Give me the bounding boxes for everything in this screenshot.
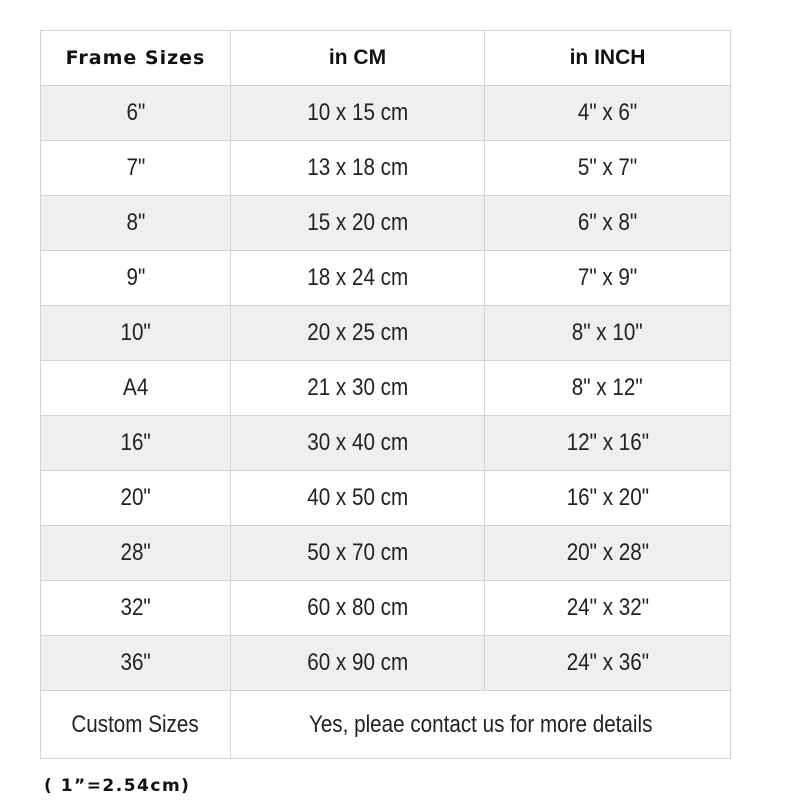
frame-size-cell-text: 32": [120, 594, 151, 621]
inch-size-cell: [485, 416, 731, 471]
inch-size-cell-text: 8" x 10": [572, 319, 643, 346]
table-row: [41, 526, 731, 581]
table-row: [41, 471, 731, 526]
table-row: [41, 416, 731, 471]
custom-sizes-row: [41, 691, 731, 759]
frame-size-cell-text: A4: [122, 374, 149, 401]
frame-size-cell: [41, 86, 231, 141]
custom-sizes-note-text: Yes, pleae contact us for more details: [308, 710, 653, 738]
cm-size-cell-text: 40 x 50 cm: [307, 484, 408, 511]
cm-size-cell: [231, 361, 485, 416]
table-row: [41, 141, 731, 196]
cm-size-cell-text: 13 x 18 cm: [307, 154, 408, 181]
cm-size-cell: [231, 306, 485, 361]
frame-size-cell: [41, 416, 231, 471]
cm-size-cell-text: 30 x 40 cm: [307, 429, 408, 456]
cm-size-cell-text: 15 x 20 cm: [307, 209, 408, 236]
cm-size-cell: [231, 196, 485, 251]
column-header-frame-sizes: Frame Sizes: [41, 31, 231, 86]
frame-size-cell: [41, 251, 231, 306]
inch-size-cell-text: 24" x 36": [566, 649, 649, 676]
inch-size-cell: [485, 306, 731, 361]
inch-size-cell: [485, 636, 731, 691]
frame-size-cell-text: 28": [120, 539, 151, 566]
inch-size-cell-text: 24" x 32": [566, 594, 649, 621]
cm-size-cell: [231, 581, 485, 636]
frame-size-cell: [41, 581, 231, 636]
table-row: [41, 86, 731, 141]
cm-size-cell-text: 50 x 70 cm: [307, 539, 408, 566]
frame-size-cell-text: 36": [120, 649, 151, 676]
inch-size-cell-text: 20" x 28": [566, 539, 649, 566]
table-header-row: [41, 31, 731, 86]
frame-size-cell: [41, 141, 231, 196]
frame-size-cell: [41, 636, 231, 691]
inch-size-cell-text: 16" x 20": [566, 484, 649, 511]
cm-size-cell: [231, 416, 485, 471]
cm-size-cell-text: 10 x 15 cm: [307, 99, 408, 126]
custom-sizes-label: [41, 691, 231, 759]
column-header-in-cm: in CM: [231, 31, 485, 86]
frame-size-table: [40, 30, 731, 759]
frame-size-cell-text: 7": [126, 154, 145, 181]
cm-size-cell-text: 21 x 30 cm: [307, 374, 408, 401]
frame-size-cell: [41, 526, 231, 581]
inch-size-cell-text: 7" x 9": [577, 264, 638, 291]
cm-size-cell: [231, 86, 485, 141]
inch-size-cell-text: 12" x 16": [566, 429, 649, 456]
inch-size-cell-text: 8" x 12": [572, 374, 643, 401]
table-row: [41, 581, 731, 636]
frame-size-cell-text: 10": [120, 319, 151, 346]
cm-size-cell-text: 60 x 80 cm: [307, 594, 408, 621]
cm-size-cell: [231, 471, 485, 526]
frame-size-cell-text: 16": [120, 429, 151, 456]
inch-size-cell: [485, 361, 731, 416]
frame-size-cell: [41, 361, 231, 416]
table-row: [41, 361, 731, 416]
inch-size-cell: [485, 251, 731, 306]
cm-size-cell-text: 18 x 24 cm: [307, 264, 408, 291]
inch-size-cell: [485, 86, 731, 141]
cm-size-cell: [231, 141, 485, 196]
inch-size-cell-text: 4" x 6": [577, 99, 638, 126]
inch-size-cell: [485, 526, 731, 581]
column-header-in-inch: in INCH: [485, 31, 731, 86]
cm-size-cell: [231, 526, 485, 581]
table-body: [41, 86, 731, 759]
inch-size-cell: [485, 141, 731, 196]
custom-sizes-note: [231, 691, 731, 759]
frame-size-cell-text: 8": [126, 209, 145, 236]
frame-size-cell: [41, 196, 231, 251]
frame-size-cell-text: 20": [120, 484, 151, 511]
inch-size-cell: [485, 196, 731, 251]
inch-size-cell: [485, 471, 731, 526]
table-row: [41, 251, 731, 306]
frame-size-cell-text: 9": [126, 264, 145, 291]
frame-size-cell: [41, 306, 231, 361]
table-row: [41, 636, 731, 691]
table-row: [41, 306, 731, 361]
cm-size-cell-text: 20 x 25 cm: [307, 319, 408, 346]
frame-size-cell: [41, 471, 231, 526]
cm-size-cell-text: 60 x 90 cm: [307, 649, 408, 676]
inch-size-cell-text: 6" x 8": [577, 209, 638, 236]
conversion-footnote: ( 1”=2.54cm): [44, 776, 191, 796]
custom-sizes-label-text: Custom Sizes: [71, 710, 200, 738]
cm-size-cell: [231, 636, 485, 691]
table-row: [41, 196, 731, 251]
cm-size-cell: [231, 251, 485, 306]
inch-size-cell-text: 5" x 7": [577, 154, 638, 181]
inch-size-cell: [485, 581, 731, 636]
frame-size-cell-text: 6": [126, 99, 145, 126]
